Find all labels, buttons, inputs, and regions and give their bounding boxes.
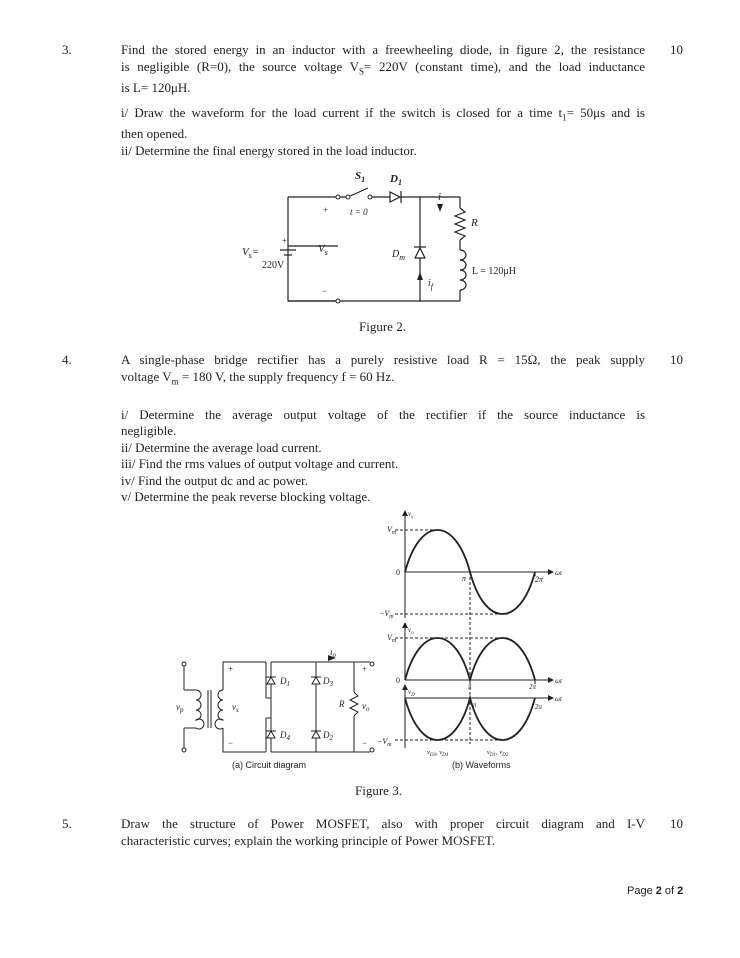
resistor-r xyxy=(455,208,465,240)
pi-label-2: π xyxy=(468,683,472,691)
neg-vm-label-1: $-V_m$ xyxy=(379,609,394,620)
q4-intro-line-1: A single-phase bridge rectifier has a purely resistive load R = 15Ω, the peak supply xyxy=(121,352,645,367)
label-io: $i_o$ xyxy=(330,650,337,659)
page-total: 2 xyxy=(677,885,684,897)
figure-3b-waveforms xyxy=(365,508,575,764)
q3-intro-2a: is negligible (R=0), the source voltage V xyxy=(121,58,359,74)
vd-axis-label: $v_D$ xyxy=(408,688,415,698)
switch-label: $S_1$ xyxy=(355,170,366,184)
question-3-number: 3. xyxy=(62,42,72,57)
q3-part-i-sub: 1 xyxy=(562,112,567,123)
label-d3: $D_3$ xyxy=(323,676,333,688)
diode-d2 xyxy=(312,731,320,738)
q3-part-i-a: i/ Draw the waveform for the load current if the switch is closed for a time t xyxy=(121,105,563,121)
source-wire xyxy=(288,246,338,301)
inductor-l-label: L = 120μH xyxy=(472,266,516,277)
q4-part-line: ii/ Determine the average load current. xyxy=(121,439,322,455)
q4-intro-2b: = 180 V, the supply frequency f = 60 Hz. xyxy=(178,368,395,384)
q3-intro-2-sub: S xyxy=(359,66,365,77)
source-plus: + xyxy=(282,236,288,246)
two-pi-label-2: 2π xyxy=(529,683,537,691)
q4-part-line: v/ Determine the peak reverse blocking voltage. xyxy=(121,489,371,505)
q4-intro-2a: voltage V xyxy=(121,368,172,384)
question-5-marks: 10 xyxy=(670,816,683,831)
output-plus: + xyxy=(362,664,368,674)
diode-d1 xyxy=(390,192,400,202)
q4-part-line: iii/ Find the rms values of output voltage and current. xyxy=(121,456,399,472)
switch-contact-right xyxy=(368,195,372,199)
zero-label-2: 0 xyxy=(396,676,400,685)
wt-label-3: ωt xyxy=(555,695,562,703)
vs-label: $V_s$ xyxy=(318,243,328,257)
secondary-plus: + xyxy=(228,664,234,674)
diode-d1-label: $D_1$ xyxy=(390,173,402,187)
q3-part-i-b: = 50μs and is xyxy=(566,105,645,121)
q3-part-i-line-1 xyxy=(121,105,645,126)
secondary-minus: − xyxy=(228,738,234,748)
question-4-number: 4. xyxy=(62,352,72,367)
transformer-secondary xyxy=(215,690,223,729)
vd1-vd2-label: $v_{D1}$, $v_{D2}$ xyxy=(487,749,509,758)
current-i-label: i xyxy=(438,191,442,203)
label-d1: $D_1$ xyxy=(280,676,290,688)
q3-intro-line-3: is L= 120μH. xyxy=(121,79,191,95)
figure-2-circuit xyxy=(240,168,540,310)
switch-contact-left xyxy=(346,195,350,199)
switch-time-label: t = 0 xyxy=(350,207,368,217)
current-i-arrow xyxy=(437,204,443,212)
q4-part-line: negligible. xyxy=(121,423,177,439)
q4-part-line: iv/ Find the output dc and ac power. xyxy=(121,472,309,488)
question-3-text xyxy=(121,42,645,159)
switch-blade xyxy=(348,188,368,197)
vo-axis-label: $v_o$ xyxy=(408,626,414,636)
zero-label-1: 0 xyxy=(396,568,400,577)
label-vp: $v_p$ xyxy=(176,702,184,714)
vs-axis-label: $v_s$ xyxy=(408,510,414,520)
pi-label-1: π xyxy=(462,574,467,583)
q4-part-line: i/ Determine the average output voltage of the rectifier if the source inductance is xyxy=(121,406,645,422)
resistor-r-label: R xyxy=(471,217,478,229)
q4-intro-line-2 xyxy=(121,369,645,390)
q3-part-i-line-2: then opened. xyxy=(121,126,188,142)
current-if-arrow xyxy=(417,272,423,280)
label-vs: $v_s$ xyxy=(232,702,239,714)
source-label: $V_s=$ xyxy=(242,246,260,260)
vm-label-2: $V_m$ xyxy=(387,633,397,644)
question-4-marks: 10 xyxy=(670,352,683,367)
page-number: 2 xyxy=(655,885,662,897)
figure-2-caption: Figure 2. xyxy=(359,319,406,334)
page-of: of xyxy=(661,885,678,897)
source-value: 220V xyxy=(262,260,285,271)
vs-minus: − xyxy=(322,286,328,296)
wt-label-1: ωt xyxy=(555,569,562,577)
q3-intro-2b: = 220V (constant time), and the load inductance xyxy=(364,58,645,74)
page-footer xyxy=(627,885,683,897)
diode-d1 xyxy=(267,677,275,684)
current-if-label: $i_f$ xyxy=(428,278,434,291)
neg-vm-label-2: $-V_m$ xyxy=(377,737,392,748)
question-3-marks: 10 xyxy=(670,42,683,57)
diode-dm-label: $D_m$ xyxy=(392,249,406,262)
diode-d4 xyxy=(267,731,275,738)
q3-part-ii: ii/ Determine the final energy stored in the load inductor. xyxy=(121,142,417,158)
q3-intro-line-2 xyxy=(121,59,645,80)
vm-label-1: $V_m$ xyxy=(387,525,397,536)
two-pi-label-1: 2π xyxy=(535,575,544,584)
q4-intro-2-sub: m xyxy=(171,376,179,387)
circuit-diagram-caption: (a) Circuit diagram xyxy=(232,760,307,770)
q5-line-2: characteristic curves; explain the working principle of Power MOSFET. xyxy=(121,832,496,848)
label-d4: $D_4$ xyxy=(280,730,290,742)
figure-3-caption: Figure 3. xyxy=(355,783,402,798)
question-5-text xyxy=(121,816,645,849)
output-minus: − xyxy=(362,738,368,748)
load-resistor-r xyxy=(350,692,358,716)
waveforms-caption: (b) Waveforms xyxy=(452,760,511,770)
label-vo: $v_o$ xyxy=(362,701,370,713)
label-d2: $D_2$ xyxy=(323,730,333,742)
vd3-vd4-label: $v_{D3}$, $v_{D4}$ xyxy=(427,749,449,758)
diode-d3 xyxy=(312,677,320,684)
wt-label-2: ωt xyxy=(555,677,562,685)
q3-intro-line-1: Find the stored energy in an inductor with a freewheeling diode, in figure 2, the resistance xyxy=(121,42,645,57)
switch-plus: + xyxy=(323,205,329,215)
question-4-text xyxy=(121,352,645,506)
transformer-primary xyxy=(196,690,204,729)
figure-3a-bridge-circuit xyxy=(176,650,376,775)
diode-dm xyxy=(415,248,425,258)
page-prefix: Page xyxy=(627,885,656,897)
q5-line-1: Draw the structure of Power MOSFET, also with proper circuit diagram and I-V xyxy=(121,816,645,831)
question-5-number: 5. xyxy=(62,816,72,831)
inductor-l xyxy=(460,250,466,290)
label-r: R xyxy=(339,699,345,709)
pi-label-3: π xyxy=(473,701,477,709)
two-pi-label-3: 2π xyxy=(535,703,543,711)
